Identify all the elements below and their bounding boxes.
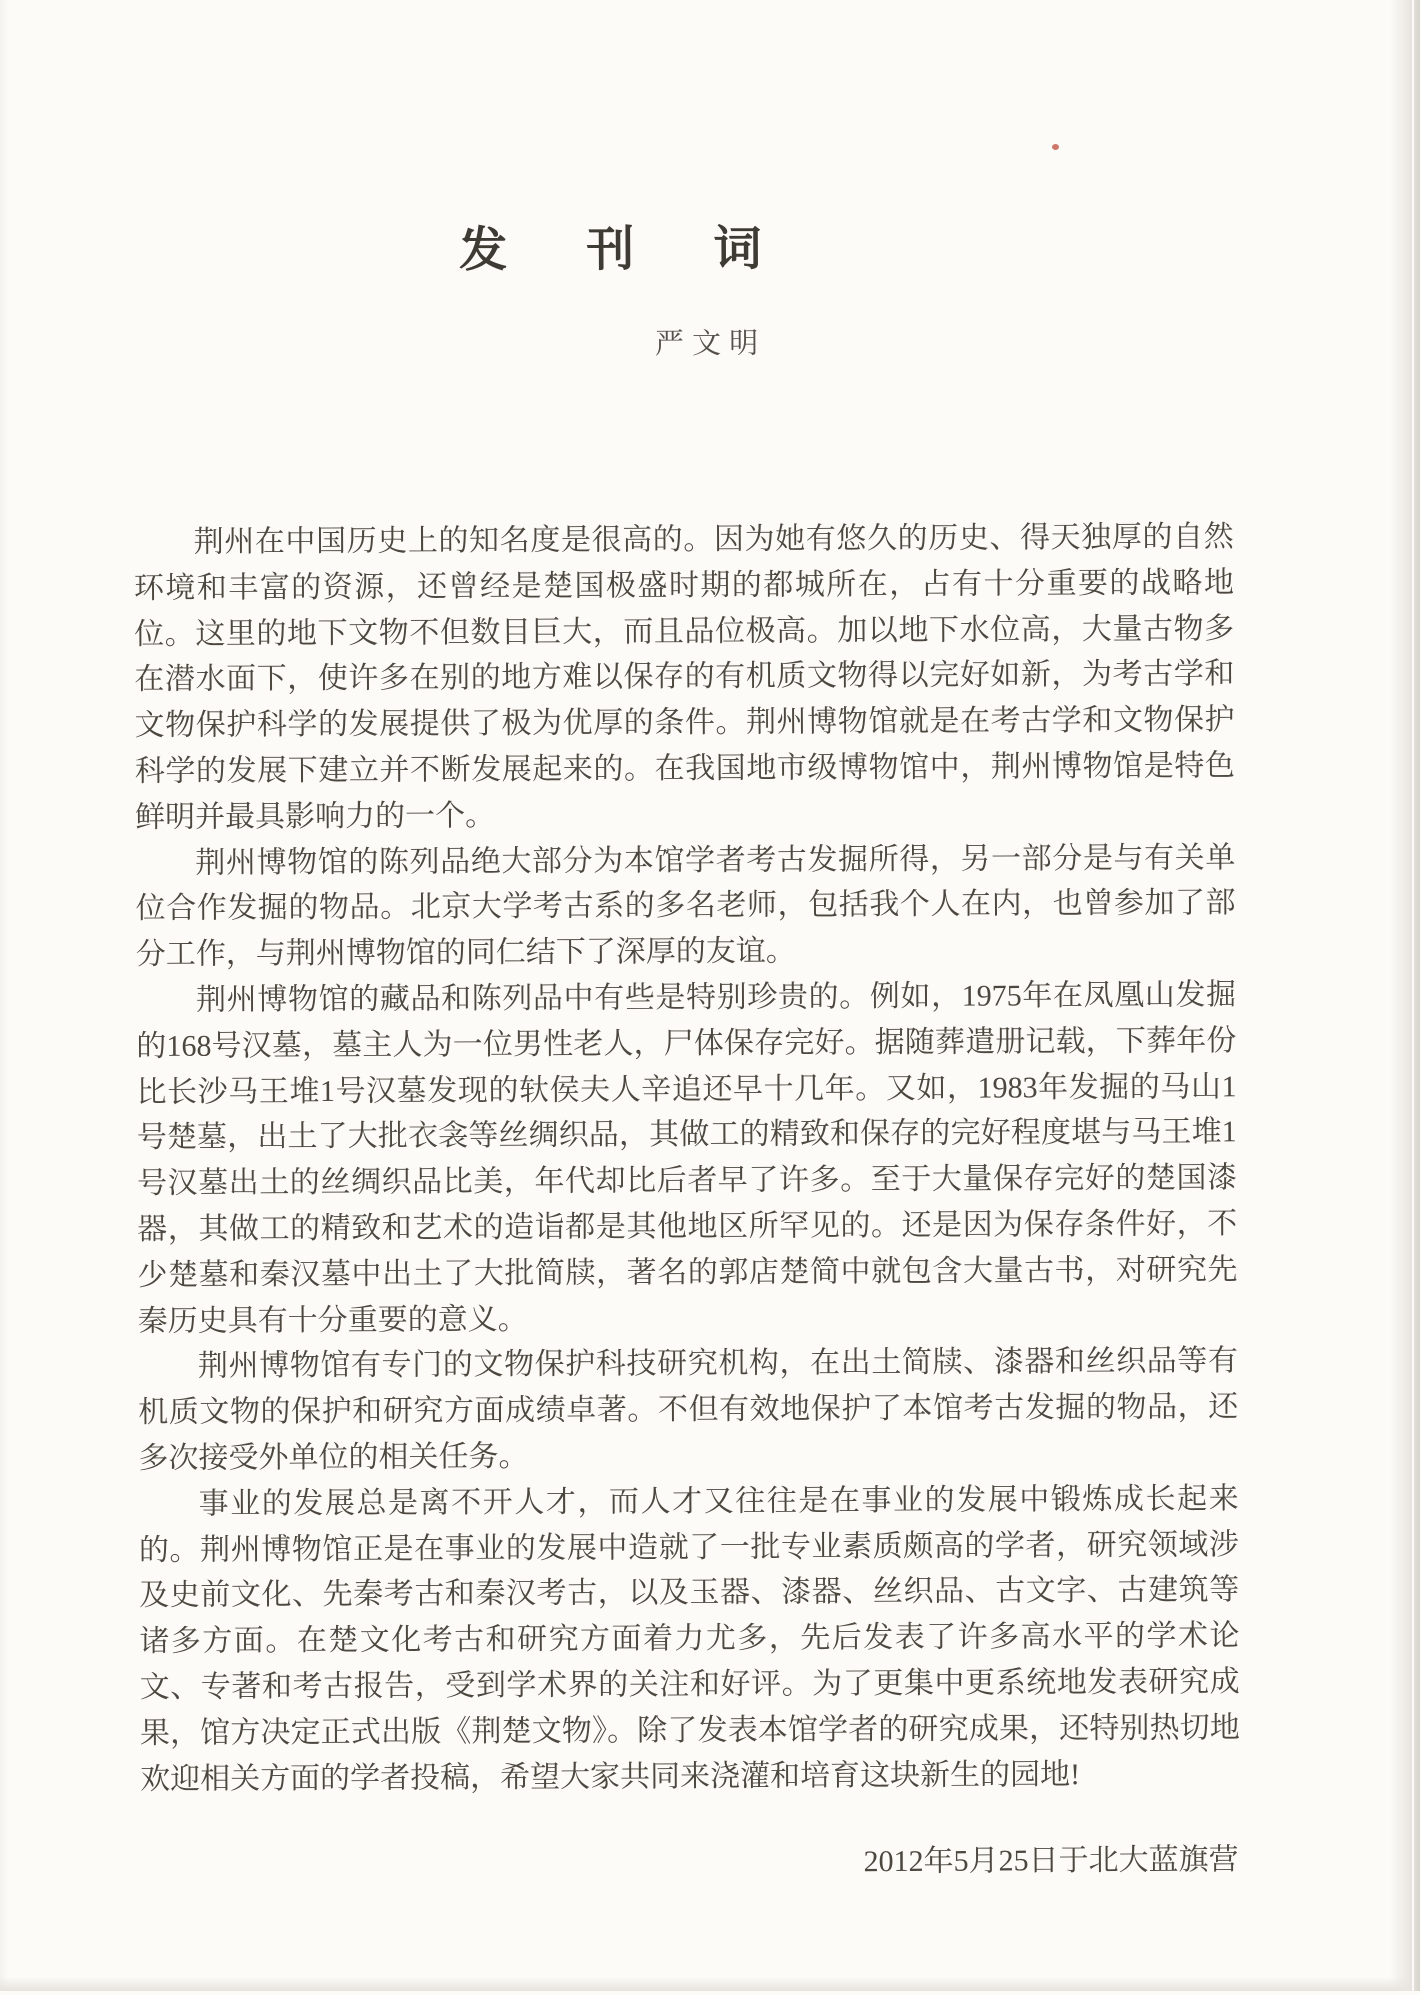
page-edge-highlight <box>1412 0 1414 1991</box>
page-title: 发 刊 词 <box>458 222 796 278</box>
paragraph-2: 荆州博物馆的陈列品绝大部分为本馆学者考古发掘所得，另一部分是与有关单位合作发掘的物品。北京大学考古系的多名老师，包括我个人在内，也曾参加了部分工作，与荆州博物馆的同仁结下了深厚的友谊。 <box>135 840 1236 972</box>
dateline: 2012年5月25日于北大蓝旗营 <box>863 1843 1239 1879</box>
paragraph-1: 荆州在中国历史上的知名度是很高的。因为她有悠久的历史、得天独厚的自然环境和丰富的资源，还曾经是楚国极盛时期的都城所在，占有十分重要的战略地位。这里的地下文物不但数目巨大，而且品位极高。加以地下水位高，大量古物多在潜水面下，使许多在别的地方难以保存的有机质文物得以完好如新，为考古学和文物保护科学的发展提供了极为优厚的条件。荆州博物馆就是在考古学和文物保护科学的发展下建立并不断发展起来的。在我国地市级博物馆中，荆州博物馆是特色鲜明并最具影响力的一个。 <box>133 520 1235 834</box>
red-speck <box>1052 144 1059 150</box>
text-column <box>131 0 1241 1884</box>
paragraph-4: 荆州博物馆有专门的文物保护科技研究机构，在出土简牍、漆器和丝织品等有机质文物的保护和研究方面成绩卓著。不但有效地保护了本馆考古发掘的物品，还多次接受外单位的相关任务。 <box>138 1344 1239 1476</box>
author-name: 严文明 <box>654 327 767 361</box>
paragraph-3: 荆州博物馆的藏品和陈列品中有些是特别珍贵的。例如，1975年在凤凰山发掘的168号汉墓，墓主人为一位男性老人，尸体保存完好。据随葬遣册记载，下葬年份比长沙马王堆1号汉墓发现的轪侯夫人辛追还早十几年。又如，1983年发掘的马山1号楚墓，出土了大批衣衾等丝绸织品，其做工的精致和保存的完好程度堪与马王堆1号汉墓出土的丝绸织品比美，年代却比后者早了许多。至于大量保存完好的楚国漆器，其做工的精致和艺术的造诣都是其他地区所罕见的。还是因为保存条件好，不少楚墓和秦汉墓中出土了大批简牍，著名的郭店楚简中就包含大量古书，对研究先秦历史具有十分重要的意义。 <box>136 978 1238 1338</box>
body-text <box>134 514 1241 1802</box>
paragraph-5: 事业的发展总是离不开人才，而人才又往往是在事业的发展中锻炼成长起来的。荆州博物馆正是在事业的发展中造就了一批专业素质颇高的学者，研究领域涉及史前文化、先秦考古和秦汉考古，以及玉器、漆器、丝织品、古文字、古建筑等诸多方面。在楚文化考古和研究方面着力尤多，先后发表了许多高水平的学术论文、专著和考古报告，受到学术界的关注和好评。为了更集中更系统地发表研究成果，馆方决定正式出版《荆楚文物》。除了发表本馆学者的研究成果，还特别热切地欢迎相关方面的学者投稿，希望大家共同来浇灌和培育这块新生的园地! <box>138 1482 1240 1796</box>
